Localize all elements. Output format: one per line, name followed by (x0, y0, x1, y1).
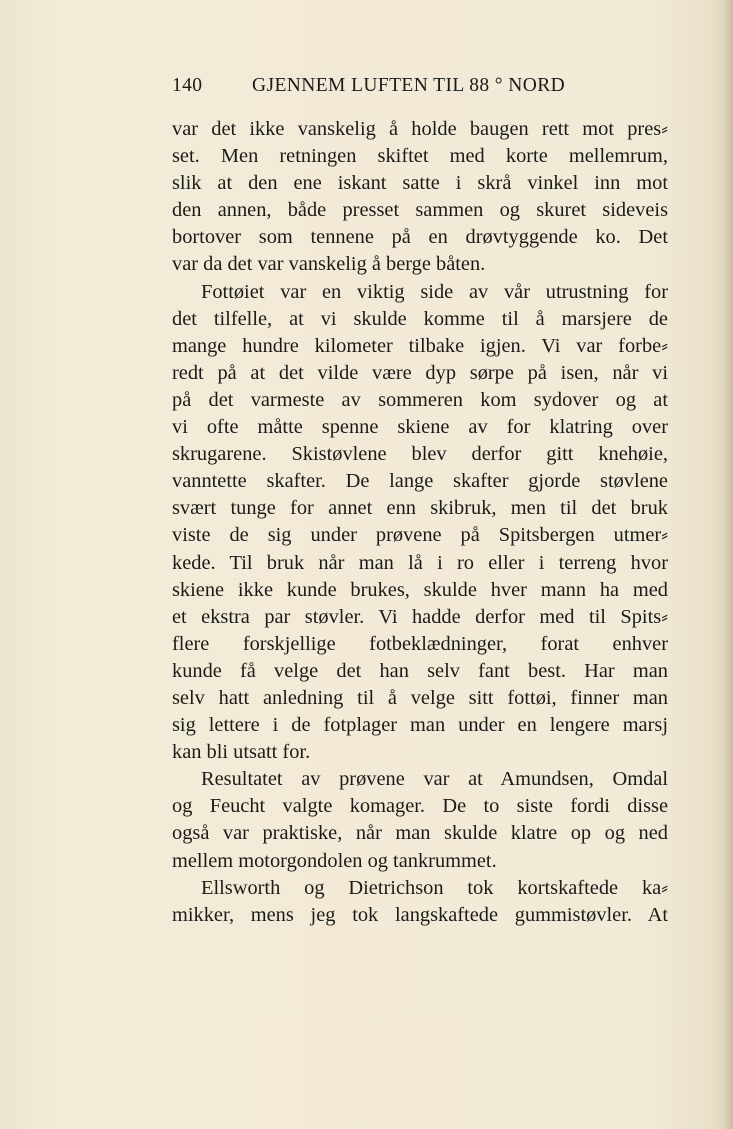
text-line: kede. Til bruk når man lå i ro eller i terreng hvor (172, 551, 668, 574)
text-line: den annen, både presset sammen og skuret sideveis (172, 199, 668, 222)
text-line: sig lettere i de fotplager man under en lengere marsj (172, 714, 668, 737)
text-line: det tilfelle, at vi skulde komme til å marsjere de (172, 307, 668, 330)
text-line: Ellsworth og Dietrichson tok kortskaftede ka⸗ (201, 876, 668, 899)
text-line: mellem motorgondolen og tankrummet. (172, 849, 497, 872)
text-line: kunde få velge det han selv fant best. Har man (172, 659, 668, 682)
text-line: set. Men retningen skiftet med korte mellemrum, (172, 145, 668, 168)
text-line: vi ofte måtte spenne skiene av for klatring over (172, 416, 668, 439)
text-line: skiene ikke kunde brukes, skulde hver mann ha med (172, 578, 668, 601)
page-edge-shadow (723, 0, 733, 1129)
body-text (172, 116, 668, 929)
page-number: 140 (172, 75, 203, 96)
running-head (172, 75, 602, 101)
text-line: var da det var vanskelig å berge båten. (172, 253, 486, 276)
text-line: selv hatt anledning til å velge sitt fottøi, finner man (172, 686, 668, 709)
text-line: slik at den ene iskant satte i skrå vinkel inn mot (172, 172, 668, 195)
text-line: på det varmeste av sommeren kom sydover og at (172, 388, 668, 411)
text-line: også var praktiske, når man skulde klatre op og ned (172, 822, 668, 845)
text-line: redt på at det vilde være dyp sørpe på isen, når vi (172, 361, 668, 384)
text-line: mange hundre kilometer tilbake igjen. Vi var forbe⸗ (172, 334, 668, 357)
text-line: bortover som tennene på en drøvtyggende ko. Det (172, 226, 668, 249)
text-line: og Feucht valgte komager. De to siste fordi disse (172, 795, 668, 818)
text-line: skrugarene. Skistøvlene blev derfor gitt knehøie, (172, 443, 668, 466)
text-line: mikker, mens jeg tok langskaftede gummistøvler. At (172, 903, 668, 926)
text-line: svært tunge for annet enn skibruk, men til det bruk (172, 497, 668, 520)
text-line: et ekstra par støvler. Vi hadde derfor med til Spits⸗ (172, 605, 668, 628)
text-line: Resultatet av prøvene var at Amundsen, Omdal (201, 768, 668, 791)
text-line: var det ikke vanskelig å holde baugen rett mot pres⸗ (172, 118, 668, 140)
text-line: Fottøiet var en viktig side av vår utrustning for (201, 280, 668, 303)
text-line: kan bli utsatt for. (172, 741, 311, 764)
text-line: flere forskjellige fotbeklædninger, forat enhver (172, 632, 668, 655)
text-line: vanntette skafter. De lange skafter gjorde støvlene (172, 470, 668, 493)
text-line: viste de sig under prøvene på Spitsbergen utmer⸗ (172, 524, 668, 547)
running-head-title: GJENNEM LUFTEN TIL 88 ° NORD (252, 75, 566, 96)
